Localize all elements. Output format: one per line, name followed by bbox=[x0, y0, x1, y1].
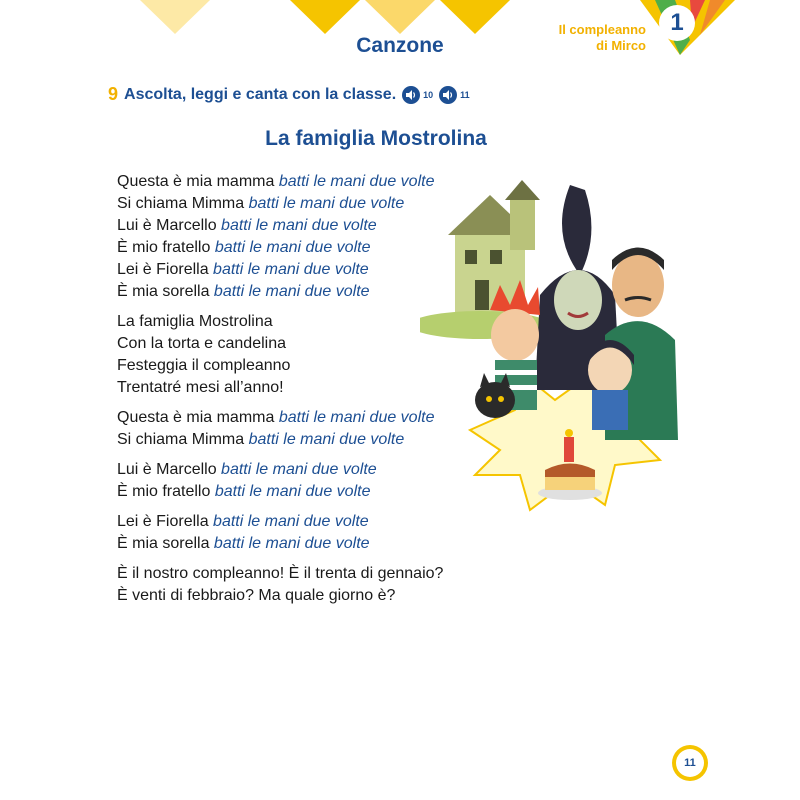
speaker-icon bbox=[439, 86, 457, 104]
exercise-text: Ascolta, leggi e canta con la classe. bbox=[124, 85, 397, 103]
lyric-text: Lui è Marcello bbox=[117, 217, 222, 234]
lyric-action: batti le mani due volte bbox=[213, 535, 370, 552]
lyric-action: batti le mani due volte bbox=[221, 217, 377, 234]
audio-track-number: 10 bbox=[423, 89, 434, 100]
lyric-text: Lei è Fiorella bbox=[117, 513, 214, 530]
lyric-text: Trentatré mesi all’anno! bbox=[117, 379, 284, 396]
lyric-action: batti le mani due volte bbox=[248, 195, 405, 212]
page-number-badge bbox=[672, 745, 708, 781]
unit-label bbox=[520, 22, 646, 54]
lyric-text: Festeggia il compleanno bbox=[117, 357, 291, 374]
lyric-text: Questa è mia mamma bbox=[117, 409, 279, 426]
lyric-action: batti le mani due volte bbox=[248, 431, 405, 448]
audio-track-number: 11 bbox=[460, 89, 470, 100]
lyric-text: È il nostro compleanno! È il trenta di gennaio? bbox=[117, 565, 444, 582]
sister-figure bbox=[586, 340, 634, 430]
lyric-action: batti le mani due volte bbox=[221, 461, 377, 478]
lyric-line bbox=[117, 533, 487, 555]
stanza bbox=[117, 563, 487, 607]
page-number: 11 bbox=[676, 749, 704, 777]
exercise-instruction bbox=[108, 84, 470, 105]
section-title: Canzone bbox=[356, 34, 444, 57]
song-title: La famiglia Mostrolina bbox=[265, 127, 487, 150]
lyric-line bbox=[117, 585, 487, 607]
unit-number-badge: 1 bbox=[659, 5, 695, 41]
lyric-text: Con la torta e candelina bbox=[117, 335, 286, 352]
lyric-text: È mio fratello bbox=[117, 483, 215, 500]
lyric-action: batti le mani due volte bbox=[213, 261, 369, 278]
lyric-action: batti le mani due volte bbox=[214, 239, 371, 256]
lyric-text: Si chiama Mimma bbox=[117, 195, 249, 212]
lyric-text: La famiglia Mostrolina bbox=[117, 313, 273, 330]
lyric-text: Questa è mia mamma bbox=[117, 173, 279, 190]
speaker-icon bbox=[402, 86, 420, 104]
family-illustration bbox=[420, 175, 690, 520]
lyric-text: Lui è Marcello bbox=[117, 461, 222, 478]
lyric-text: Lei è Fiorella bbox=[117, 261, 214, 278]
audio-track-2[interactable] bbox=[439, 86, 470, 104]
unit-label-line1: Il compleanno bbox=[558, 22, 646, 37]
lyric-action: batti le mani due volte bbox=[278, 409, 435, 426]
unit-label-line2: di Mirco bbox=[596, 38, 646, 53]
lyric-text: È venti di febbraio? Ma quale giorno è? bbox=[117, 587, 396, 604]
lyric-text: È mia sorella bbox=[117, 283, 214, 300]
lyric-action: batti le mani due volte bbox=[214, 483, 371, 500]
lyric-text: È mio fratello bbox=[117, 239, 215, 256]
audio-track-1[interactable] bbox=[402, 86, 433, 104]
lyric-action: batti le mani due volte bbox=[213, 513, 369, 530]
lyric-action: batti le mani due volte bbox=[278, 173, 435, 190]
exercise-number: 9 bbox=[108, 84, 119, 104]
lyric-line bbox=[117, 563, 487, 585]
lyric-text: È mia sorella bbox=[117, 535, 214, 552]
lyric-text: Si chiama Mimma bbox=[117, 431, 249, 448]
lyric-action: batti le mani due volte bbox=[213, 283, 370, 300]
